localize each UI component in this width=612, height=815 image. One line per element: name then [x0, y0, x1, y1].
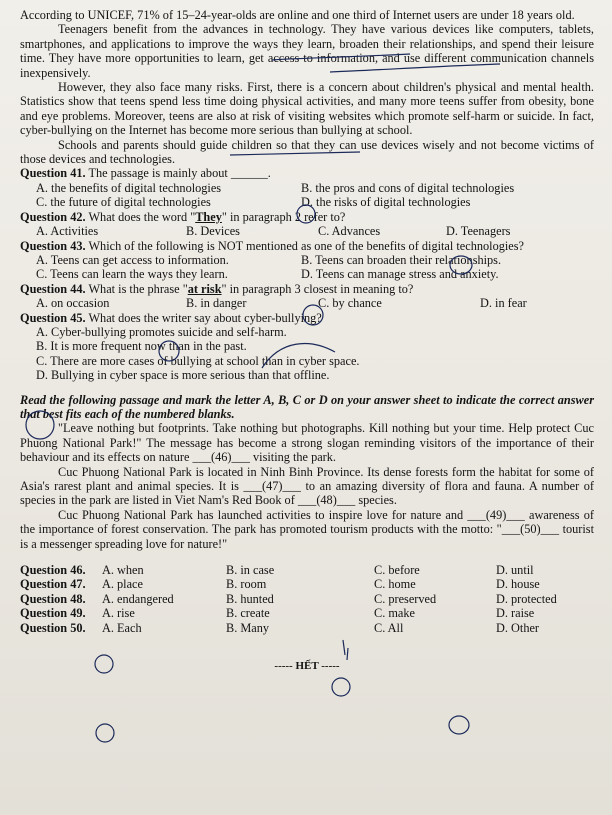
question-41-options-row2: [20, 195, 594, 209]
question-48-label: Question 48.: [20, 591, 86, 606]
question-47-option-a[interactable]: A. place: [102, 577, 143, 592]
passage1-paragraph-3: However, they also face many risks. First, there is a concern about children's physical and mental health. Statistics show that teens spend less time doing physical activities, and many more teens suffer from obesity, bone and eye problems. Moreover, teens are also at risk of visiting websites which promote self-harm or suicide. In fact, cyber-bullying on the Internet has become more serious than bullying at school.: [20, 80, 594, 138]
question-49-option-a[interactable]: A. rise: [102, 606, 135, 621]
question-45-label: Question 45.: [20, 310, 86, 325]
question-49-label: Question 49.: [20, 606, 86, 621]
passage1-paragraph-1: According to UNICEF, 71% of 15–24-year-olds are online and one third of Internet users are under 18 years old.: [20, 8, 575, 22]
question-50-option-a[interactable]: A. Each: [102, 620, 142, 635]
question-43-options-row2: [20, 267, 594, 281]
question-43-label: Question 43.: [20, 238, 86, 253]
question-42-stem-start: What does the word ": [88, 209, 196, 224]
question-43-option-d[interactable]: D. Teens can manage stress and anxiety.: [301, 267, 499, 282]
question-44-option-a[interactable]: A. on occasion: [36, 296, 110, 311]
question-41: [20, 166, 594, 180]
question-43-option-b[interactable]: B. Teens can broaden their relationships.: [301, 252, 502, 267]
passage2-paragraph-1: "Leave nothing but footprints. Take nothing but photographs. Kill nothing but your time. Help protect Cuc Phuong National Park!" The message has become a strong slogan reminding visitors of the importance of their behaviour and its effects on nature ___(46)___ visiting the park.: [20, 421, 594, 465]
question-46-option-d[interactable]: D. until: [496, 563, 534, 578]
question-49-option-d[interactable]: D. raise: [496, 606, 535, 621]
question-45-stem: What does the writer say about cyber-bullying?: [88, 310, 322, 325]
exam-content: [20, 8, 594, 673]
question-42-option-a[interactable]: A. Activities: [36, 224, 99, 239]
question-43-stem: Which of the following is NOT mentioned as one of the benefits of digital technologies?: [88, 238, 524, 253]
question-45-option-d[interactable]: D. Bullying in cyber space is more serious than that offline.: [36, 368, 330, 383]
question-44-stem-start: What is the phrase ": [88, 281, 188, 296]
answer-circle-q50: [96, 724, 114, 742]
question-46-label: Question 46.: [20, 563, 86, 578]
question-50-option-d[interactable]: D. Other: [496, 620, 540, 635]
answer-options-grid: [20, 563, 594, 635]
question-47-label: Question 47.: [20, 577, 86, 592]
question-45-option-a[interactable]: A. Cyber-bullying promotes suicide and self-harm.: [36, 324, 287, 339]
question-47-option-d[interactable]: D. house: [496, 577, 540, 592]
section-instruction: Read the following passage and mark the letter A, B, C or D on your answer sheet to indicate the correct answer that best fits each of the numbered blanks.: [20, 392, 594, 421]
passage1-paragraph-2: Teenagers benefit from the advances in technology. They have various devices like computers, tablets, smartphones, and applications to improve the ways they learn, broaden their relationships, and spend their leisure time. They have more opportunities to learn, get access to information, and use different communication channels inexpensively.: [20, 22, 594, 80]
question-43-option-c[interactable]: C. Teens can learn the ways they learn.: [36, 267, 228, 282]
question-45-option-b[interactable]: B. It is more frequent now than in the past.: [36, 339, 247, 354]
question-44-options: [20, 296, 594, 310]
question-44-option-d[interactable]: D. in fear: [480, 296, 527, 311]
question-41-option-d[interactable]: D. the risks of digital technologies: [301, 195, 471, 210]
passage1-paragraph-4: Schools and parents should guide children so that they can use devices wisely and not become victims of those devices and technologies.: [20, 137, 594, 167]
question-41-label: Question 41.: [20, 166, 86, 181]
question-46-option-a[interactable]: A. when: [102, 563, 144, 578]
question-44-keyword: at risk: [187, 281, 222, 296]
question-50-option-c[interactable]: C. All: [374, 620, 404, 635]
question-44-option-c[interactable]: C. by chance: [318, 296, 382, 311]
question-42-option-c[interactable]: C. Advances: [318, 224, 381, 239]
question-41-option-c[interactable]: C. the future of digital technologies: [36, 195, 211, 210]
end-marker: ----- HẾT -----: [274, 660, 340, 673]
question-41-stem: The passage is mainly about ______.: [88, 166, 271, 181]
question-41-option-a[interactable]: A. the benefits of digital technologies: [36, 180, 222, 195]
question-49-option-b[interactable]: B. create: [226, 606, 270, 621]
question-49-option-c[interactable]: C. make: [374, 606, 415, 621]
question-46-option-b[interactable]: B. in case: [226, 563, 275, 578]
question-44: [20, 282, 594, 296]
question-44-stem-end: " in paragraph 3 closest in meaning to?: [221, 281, 414, 296]
question-43-options-row1: [20, 253, 594, 267]
question-47-option-b[interactable]: B. room: [226, 577, 267, 592]
question-45-option-c[interactable]: C. There are more cases of bullying at school than in cyber space.: [36, 353, 360, 368]
question-48-option-c[interactable]: C. preserved: [374, 591, 437, 606]
question-42: [20, 210, 594, 224]
question-48-option-a[interactable]: A. endangered: [102, 591, 174, 606]
answer-circle-q47: [332, 678, 350, 696]
question-41-options-row1: [20, 181, 594, 195]
question-44-label: Question 44.: [20, 281, 86, 296]
question-48-option-d[interactable]: D. protected: [496, 591, 557, 606]
question-42-keyword: They: [195, 209, 222, 224]
question-48-option-b[interactable]: B. hunted: [226, 591, 274, 606]
question-43-option-a[interactable]: A. Teens can get access to information.: [36, 252, 229, 267]
question-47-option-c[interactable]: C. home: [374, 577, 416, 592]
question-42-options: [20, 224, 594, 238]
question-43: [20, 239, 594, 253]
question-41-option-b[interactable]: B. the pros and cons of digital technologies: [301, 180, 515, 195]
question-44-option-b[interactable]: B. in danger: [186, 296, 247, 311]
question-50-label: Question 50.: [20, 620, 86, 635]
answer-circle-q49: [449, 716, 469, 734]
question-45: [20, 311, 594, 325]
question-46-option-c[interactable]: C. before: [374, 563, 420, 578]
question-42-label: Question 42.: [20, 209, 86, 224]
question-42-stem-end: " in paragraph 2 refer to?: [221, 209, 346, 224]
question-42-option-d[interactable]: D. Teenagers: [446, 224, 511, 239]
passage2-paragraph-3: Cuc Phuong National Park has launched activities to inspire love for nature and ___(49)___ awareness of the importance of forest conservation. The park has promoted tourism products with the motto: "___(50)___ tourist is a messenger spreading love for nature!": [20, 507, 594, 551]
question-50-option-b[interactable]: B. Many: [226, 620, 270, 635]
question-42-option-b[interactable]: B. Devices: [186, 224, 240, 239]
passage2-paragraph-2: Cuc Phuong National Park is located in Ninh Binh Province. Its dense forests form the habitat for some of Asia's rarest plant and animal species. It is ___(47)___ to an amazing diversity of flora and fauna. A number of species in the park are listed in Viet Nam's Red Book of ___(48)___ species.: [20, 464, 594, 508]
